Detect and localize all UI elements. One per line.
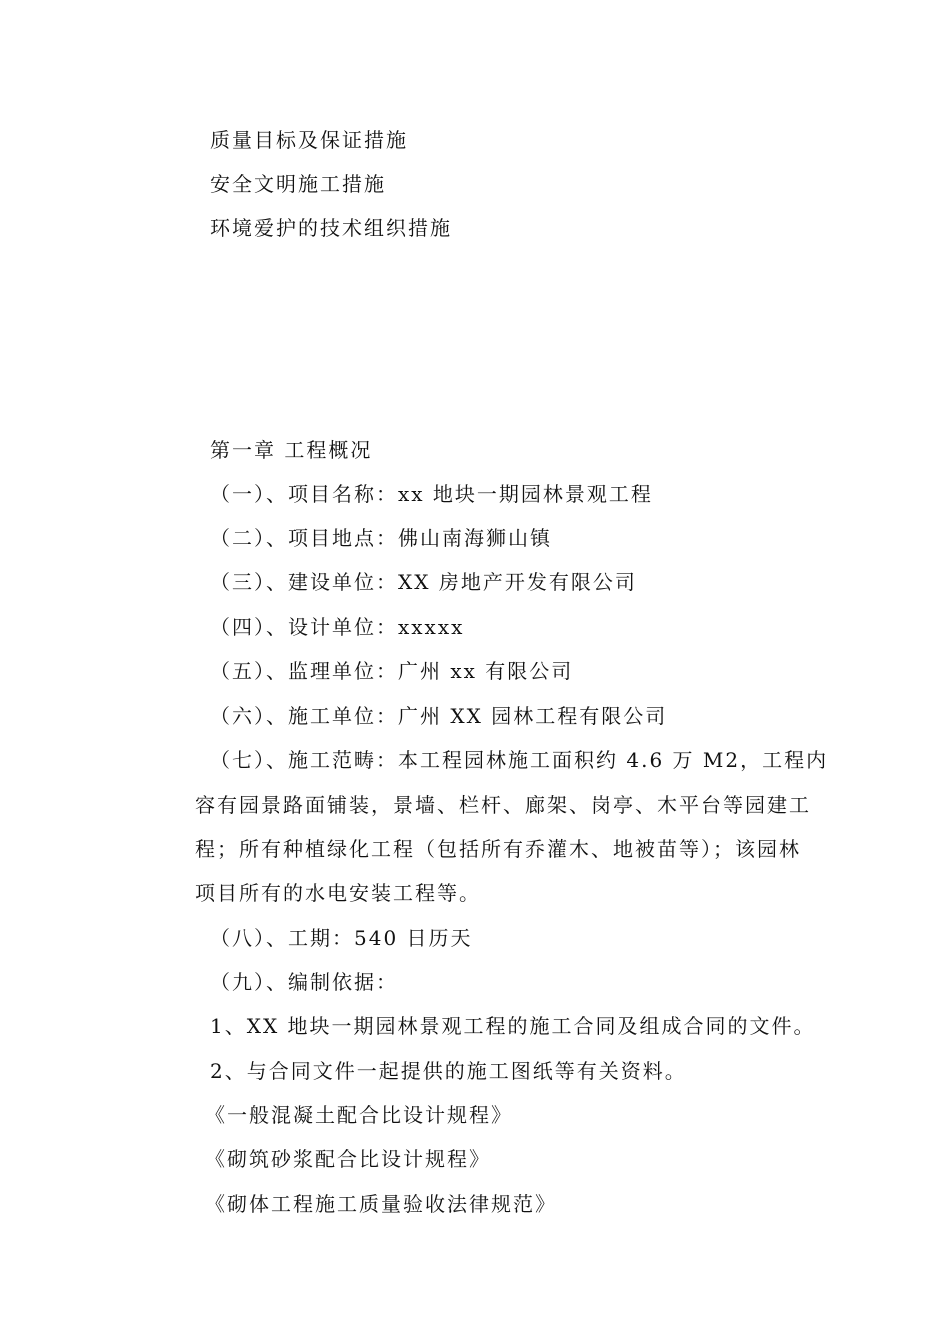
standard-masonry: 《砌体工程施工质量验收法律规范》 xyxy=(205,1192,557,1216)
duration-line: （八）、工期：540 日历天 xyxy=(210,926,473,950)
designer-line: （四）、设计单位：xxxxx xyxy=(210,615,465,639)
toc-entry-safety: 安全文明施工措施 xyxy=(210,172,386,196)
toc-entry-quality: 质量目标及保证措施 xyxy=(210,128,408,152)
standard-mortar: 《砌筑砂浆配合比设计规程》 xyxy=(205,1147,491,1171)
standard-concrete: 《一般混凝土配合比设计规程》 xyxy=(205,1103,513,1127)
scope-line-1: （七）、施工范畴：本工程园林施工面积约 4.6 万 M2，工程内 xyxy=(210,748,829,772)
project-location-line: （二）、项目地点：佛山南海狮山镇 xyxy=(210,526,552,550)
basis-item-2: 2、与合同文件一起提供的施工图纸等有关资料。 xyxy=(210,1059,687,1083)
contractor-line: （六）、施工单位：广州 XX 园林工程有限公司 xyxy=(210,704,668,728)
basis-title: （九）、编制依据： xyxy=(210,970,398,994)
developer-line: （三）、建设单位：XX 房地产开发有限公司 xyxy=(210,570,637,594)
toc-entry-environment: 环境爱护的技术组织措施 xyxy=(210,216,452,240)
scope-line-4: 项目所有的水电安装工程等。 xyxy=(195,881,481,905)
scope-line-3: 程；所有种植绿化工程（包括所有乔灌木、地被苗等）；该园林 xyxy=(195,837,801,861)
scope-line-2: 容有园景路面铺装，景墙、栏杆、廊架、岗亭、木平台等园建工 xyxy=(195,793,811,817)
project-name-line: （一）、项目名称：xx 地块一期园林景观工程 xyxy=(210,482,653,506)
chapter-title: 第一章 工程概况 xyxy=(210,438,373,462)
supervisor-line: （五）、监理单位：广州 xx 有限公司 xyxy=(210,659,574,683)
basis-item-1: 1、XX 地块一期园林景观工程的施工合同及组成合同的文件。 xyxy=(210,1014,816,1038)
